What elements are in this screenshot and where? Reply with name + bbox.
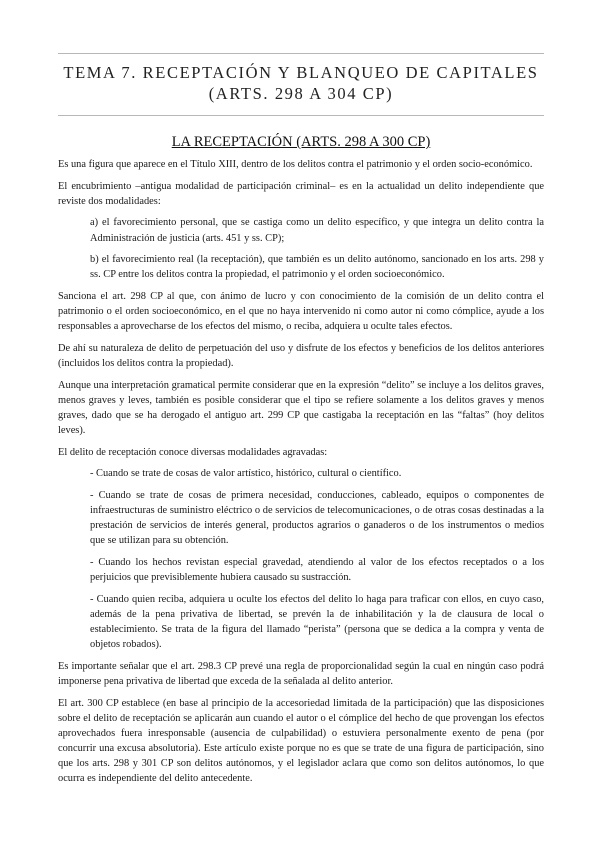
paragraph: Sanciona el art. 298 CP al que, con ánimo de lucro y con conocimiento de la comisión de un delito contra el patrimonio o el orden socioeconómico, en el que no haya intervenido ni como autor ni como cómplice, ayude a los responsables a aprovecharse de los efectos del mismo, o reciba, adquiera u oculte tales efectos. bbox=[58, 291, 544, 333]
paragraph: Es una figura que aparece en el Título XIII, dentro de los delitos contra el patrimonio y el orden socio-económico. bbox=[58, 159, 533, 170]
title-line-2: (ARTS. 298 A 304 CP) bbox=[208, 84, 394, 103]
title-line-1: TEMA 7. RECEPTACIÓN Y BLANQUEO DE CAPITALES bbox=[63, 63, 539, 82]
paragraph: El art. 300 CP establece (en base al principio de la accesoriedad limitada de la participación) que las disposiciones sobre el delito de receptación se aplicarán aun cuando el autor o el cómplice del hecho de que provengan los efectos aprovechados fuera inresponsable (ausencia de culpabilidad) o estuviera personalmente exento de pena (por concurrir una excusa absolutoria). Este artículo existe porque no es que se trate de una figura de participación, sino que los arts. 298 y 301 CP son delitos autónomos, y el legislador aclara que como son delitos autónomos, lo que ocurra es independiente del delito antecedente. bbox=[58, 697, 544, 784]
list-item: - Cuando se trate de cosas de primera necesidad, conducciones, cableado, equipos o componentes de infraestructuras de suministro eléctrico o de servicios de telecomunicaciones, o de otras cosas destinadas a la prestación de servicios de interés general, productos agrarios o ganaderos o de los instrumentos o medios que se utilizan para su obtención. bbox=[90, 490, 544, 547]
paragraph: Es importante señalar que el art. 298.3 CP prevé una regla de proporcionalidad según la cual en ningún caso podrá imponerse pena privativa de libertad que exceda de la señalada al delito anterior. bbox=[58, 660, 544, 687]
list-item: - Cuando los hechos revistan especial gravedad, atendiendo al valor de los efectos receptados o a los perjuicios que previsiblemente hubiera causado su sustracción. bbox=[90, 557, 544, 584]
document-body bbox=[58, 157, 544, 793]
list-item: - Cuando quien reciba, adquiera u oculte los efectos del delito lo haga para traficar con ellos, en cuyo caso, además de la pena privativa de libertad, se prevén la de inhabilitación y la de clausura de local o establecimiento. Se trata de la figura del llamado “perista” (persona que se dedica a la compra y venta de objetos robados). bbox=[90, 593, 544, 651]
section-heading: LA RECEPTACIÓN (ARTS. 298 A 300 CP) bbox=[171, 134, 431, 150]
top-rule bbox=[58, 53, 544, 54]
list-item: - Cuando se trate de cosas de valor artístico, histórico, cultural o científico. bbox=[90, 468, 402, 480]
list-item: a) el favorecimiento personal, que se castiga como un delito específico, y que integra un delito contra la Administración de justicia (arts. 451 y ss. CP); bbox=[90, 217, 544, 244]
paragraph: El delito de receptación conoce diversas modalidades agravadas: bbox=[58, 446, 328, 458]
paragraph: Aunque una interpretación gramatical permite considerar que en la expresión “delito” se incluye a los delitos graves, menos graves y leves, también es posible considerar que el tipo se refiere solamente a los delitos graves y menos graves, dado que se ha derogado el antiguo art. 299 CP que castigaba la receptación en las “faltas” (hoy delitos leves). bbox=[58, 379, 544, 436]
paragraph: El encubrimiento –antigua modalidad de participación criminal– es en la actualidad un delito independiente que reviste dos modalidades: bbox=[58, 180, 544, 207]
bottom-rule bbox=[58, 115, 544, 116]
paragraph: De ahí su naturaleza de delito de perpetuación del uso y disfrute de los efectos y beneficios de los delitos anteriores (incluidos los delitos contra la propiedad). bbox=[58, 342, 544, 369]
list-item: b) el favorecimiento real (la receptación), que también es un delito autónomo, sancionado en los arts. 298 y ss. CP entre los delitos contra la propiedad, el patrimonio y el orden socioeconómico. bbox=[90, 254, 544, 281]
document-title bbox=[58, 62, 544, 104]
